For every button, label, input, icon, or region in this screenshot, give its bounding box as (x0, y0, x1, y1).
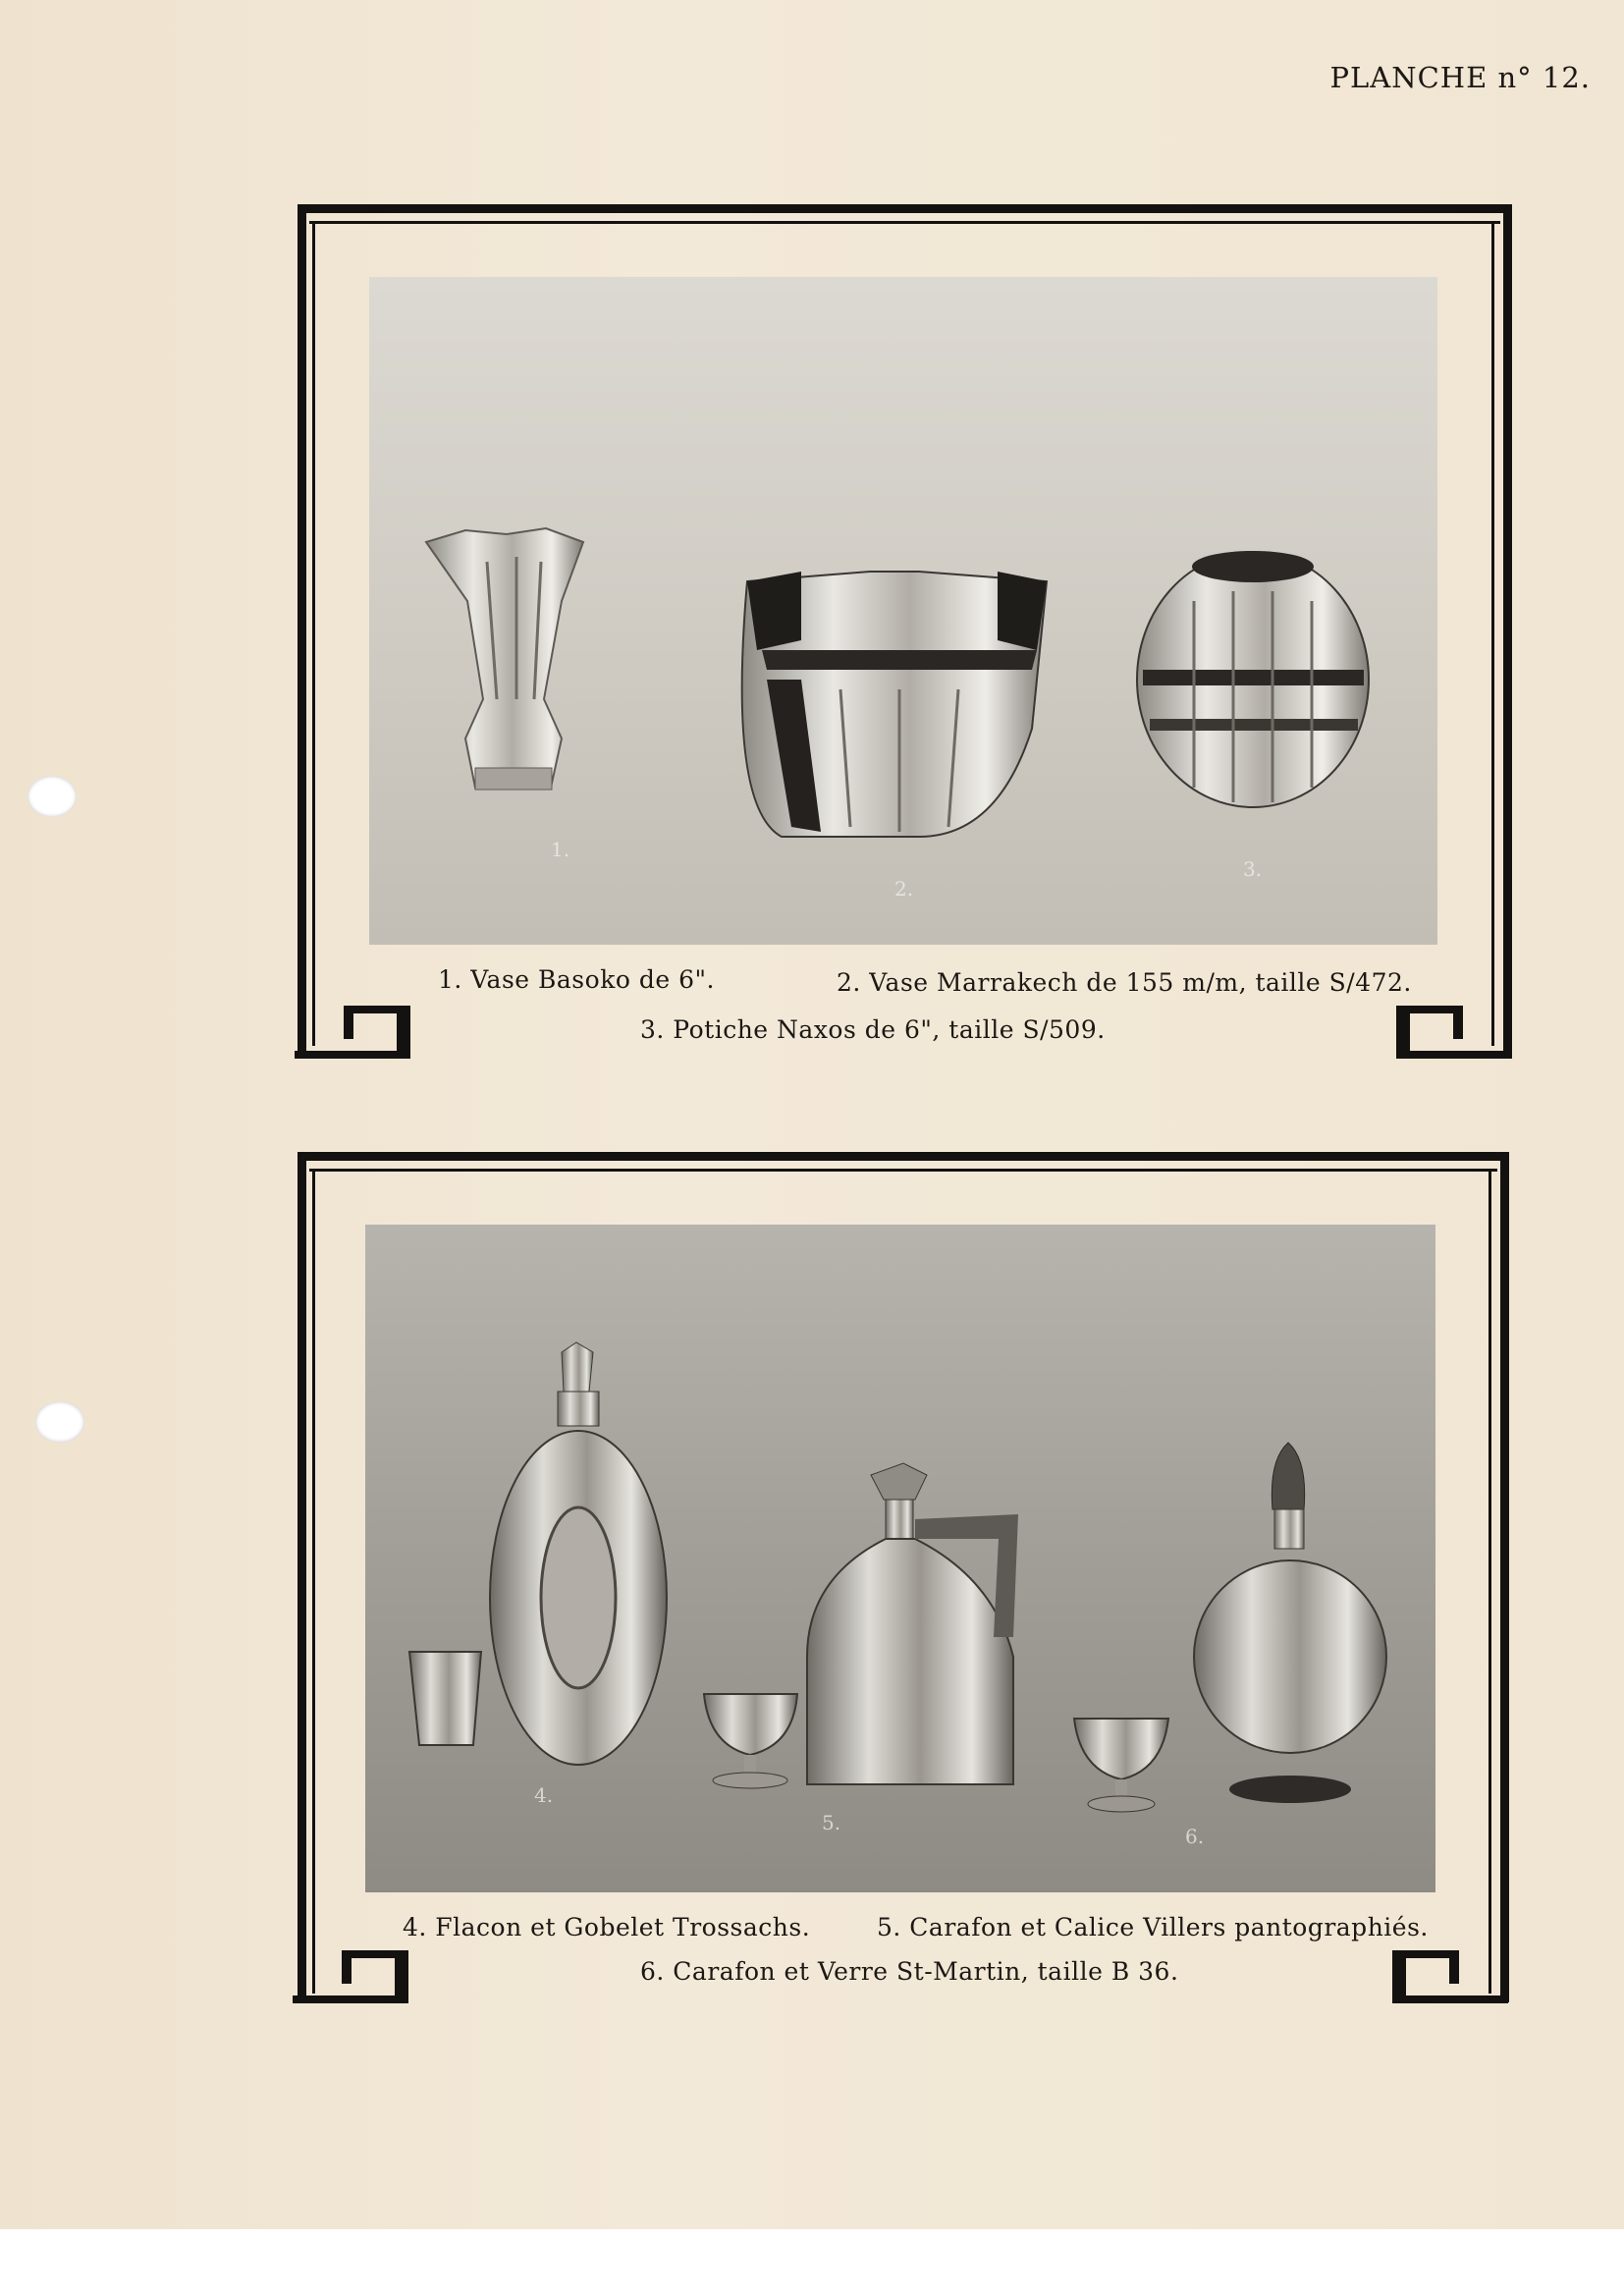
caption-vase-marrakech: 2. Vase Marrakech de 155 m/m, taille S/472. (837, 968, 1412, 997)
photo-number-6: 6. (1185, 1825, 1205, 1848)
photo-number-1: 1. (551, 838, 570, 861)
caption-carafon-st-martin: 6. Carafon et Verre St-Martin, taille B 36. (640, 1957, 1179, 1986)
key-ornament-left (293, 1946, 410, 2005)
punch-hole-lower (35, 1401, 84, 1443)
plate-number: PLANCHE n° 12. (1329, 61, 1591, 94)
key-ornament-right (1394, 1002, 1512, 1061)
photo-vases (369, 277, 1437, 945)
photo-number-3: 3. (1243, 857, 1263, 881)
caption-potiche-naxos: 3. Potiche Naxos de 6", taille S/509. (640, 1015, 1106, 1044)
photo-number-5: 5. (822, 1811, 841, 1834)
key-ornament-right (1390, 1946, 1508, 2005)
caption-flacon-trossachs: 4. Flacon et Gobelet Trossachs. (403, 1913, 811, 1941)
caption-carafon-villers: 5. Carafon et Calice Villers pantographiés. (877, 1913, 1429, 1941)
photo-number-2: 2. (894, 877, 914, 901)
gobelet-trossachs (409, 1652, 481, 1745)
photo-decanters (365, 1225, 1435, 1892)
key-ornament-left (295, 1002, 412, 1061)
potiche-naxos (1137, 551, 1369, 807)
scan-margin (0, 2229, 1624, 2296)
photo-number-4: 4. (534, 1783, 554, 1807)
caption-vase-basoko: 1. Vase Basoko de 6". (438, 965, 715, 994)
punch-hole-upper (27, 776, 77, 817)
